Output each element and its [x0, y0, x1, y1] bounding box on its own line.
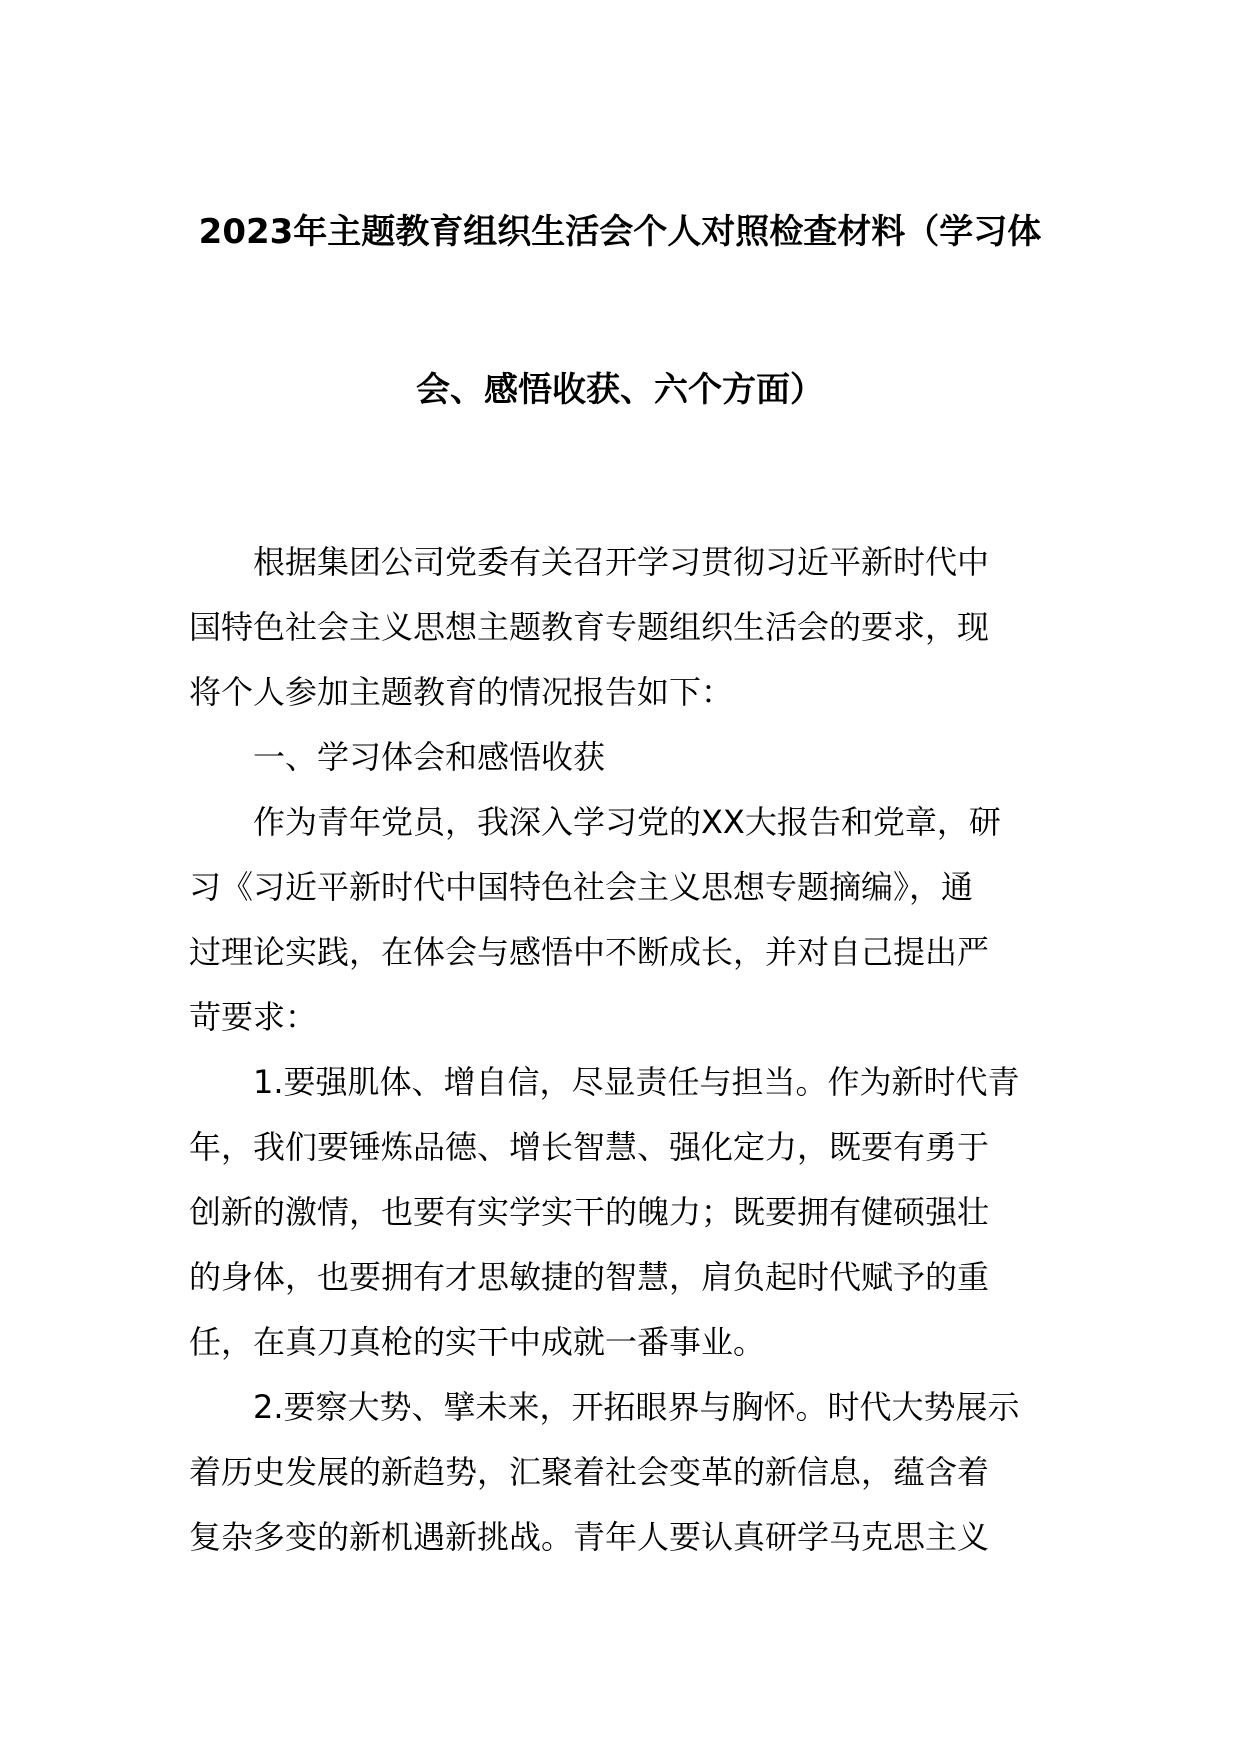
text-line: 复杂多变的新机遇新挑战。青年人要认真研学马克思主义	[189, 1518, 990, 1556]
paragraph-point-1	[189, 1050, 1064, 1375]
paragraph-intro	[189, 530, 1064, 725]
document-title-line-2: 会、感悟收获、六个方面）	[416, 370, 824, 410]
text-line: 作为青年党员，我深入学习党的XX大报告和党章，研	[253, 803, 1001, 841]
text-line: 国特色社会主义思想主题教育专题组织生活会的要求，现	[189, 608, 990, 646]
text-line: 将个人参加主题教育的情况报告如下：	[189, 673, 734, 711]
paragraph-point-2	[189, 1375, 1064, 1570]
text-line: 创新的激情，也要有实学实干的魄力；既要拥有健硕强壮	[189, 1193, 990, 1231]
text-line: 任，在真刀真枪的实干中成就一番事业。	[189, 1323, 766, 1361]
text-line: 一、学习体会和感悟收获	[253, 738, 606, 776]
text-line: 根据集团公司党委有关召开学习贯彻习近平新时代中	[253, 543, 990, 581]
text-line: 苛要求：	[189, 998, 318, 1036]
text-line: 年，我们要锤炼品德、增长智慧、强化定力，既要有勇于	[189, 1128, 990, 1166]
text-line: 1.要强肌体、增自信，尽显责任与担当。作为新时代青	[253, 1063, 1020, 1101]
section-heading	[189, 725, 1064, 790]
text-line: 过理论实践，在体会与感悟中不断成长，并对自己提出严	[189, 933, 990, 971]
text-line: 的身体，也要拥有才思敏捷的智慧，肩负起时代赋予的重	[189, 1258, 990, 1296]
paragraph-study	[189, 790, 1064, 1050]
text-line: 习《习近平新时代中国特色社会主义思想专题摘编》，通	[189, 868, 974, 906]
text-line: 2.要察大势、擘未来，开拓眼界与胸怀。时代大势展示	[253, 1388, 1020, 1426]
document-body	[189, 530, 1064, 1570]
document-title-line-1: 2023年主题教育组织生活会个人对照检查材料（学习体	[198, 212, 1042, 252]
text-line: 着历史发展的新趋势，汇聚着社会变革的新信息，蕴含着	[189, 1453, 990, 1491]
